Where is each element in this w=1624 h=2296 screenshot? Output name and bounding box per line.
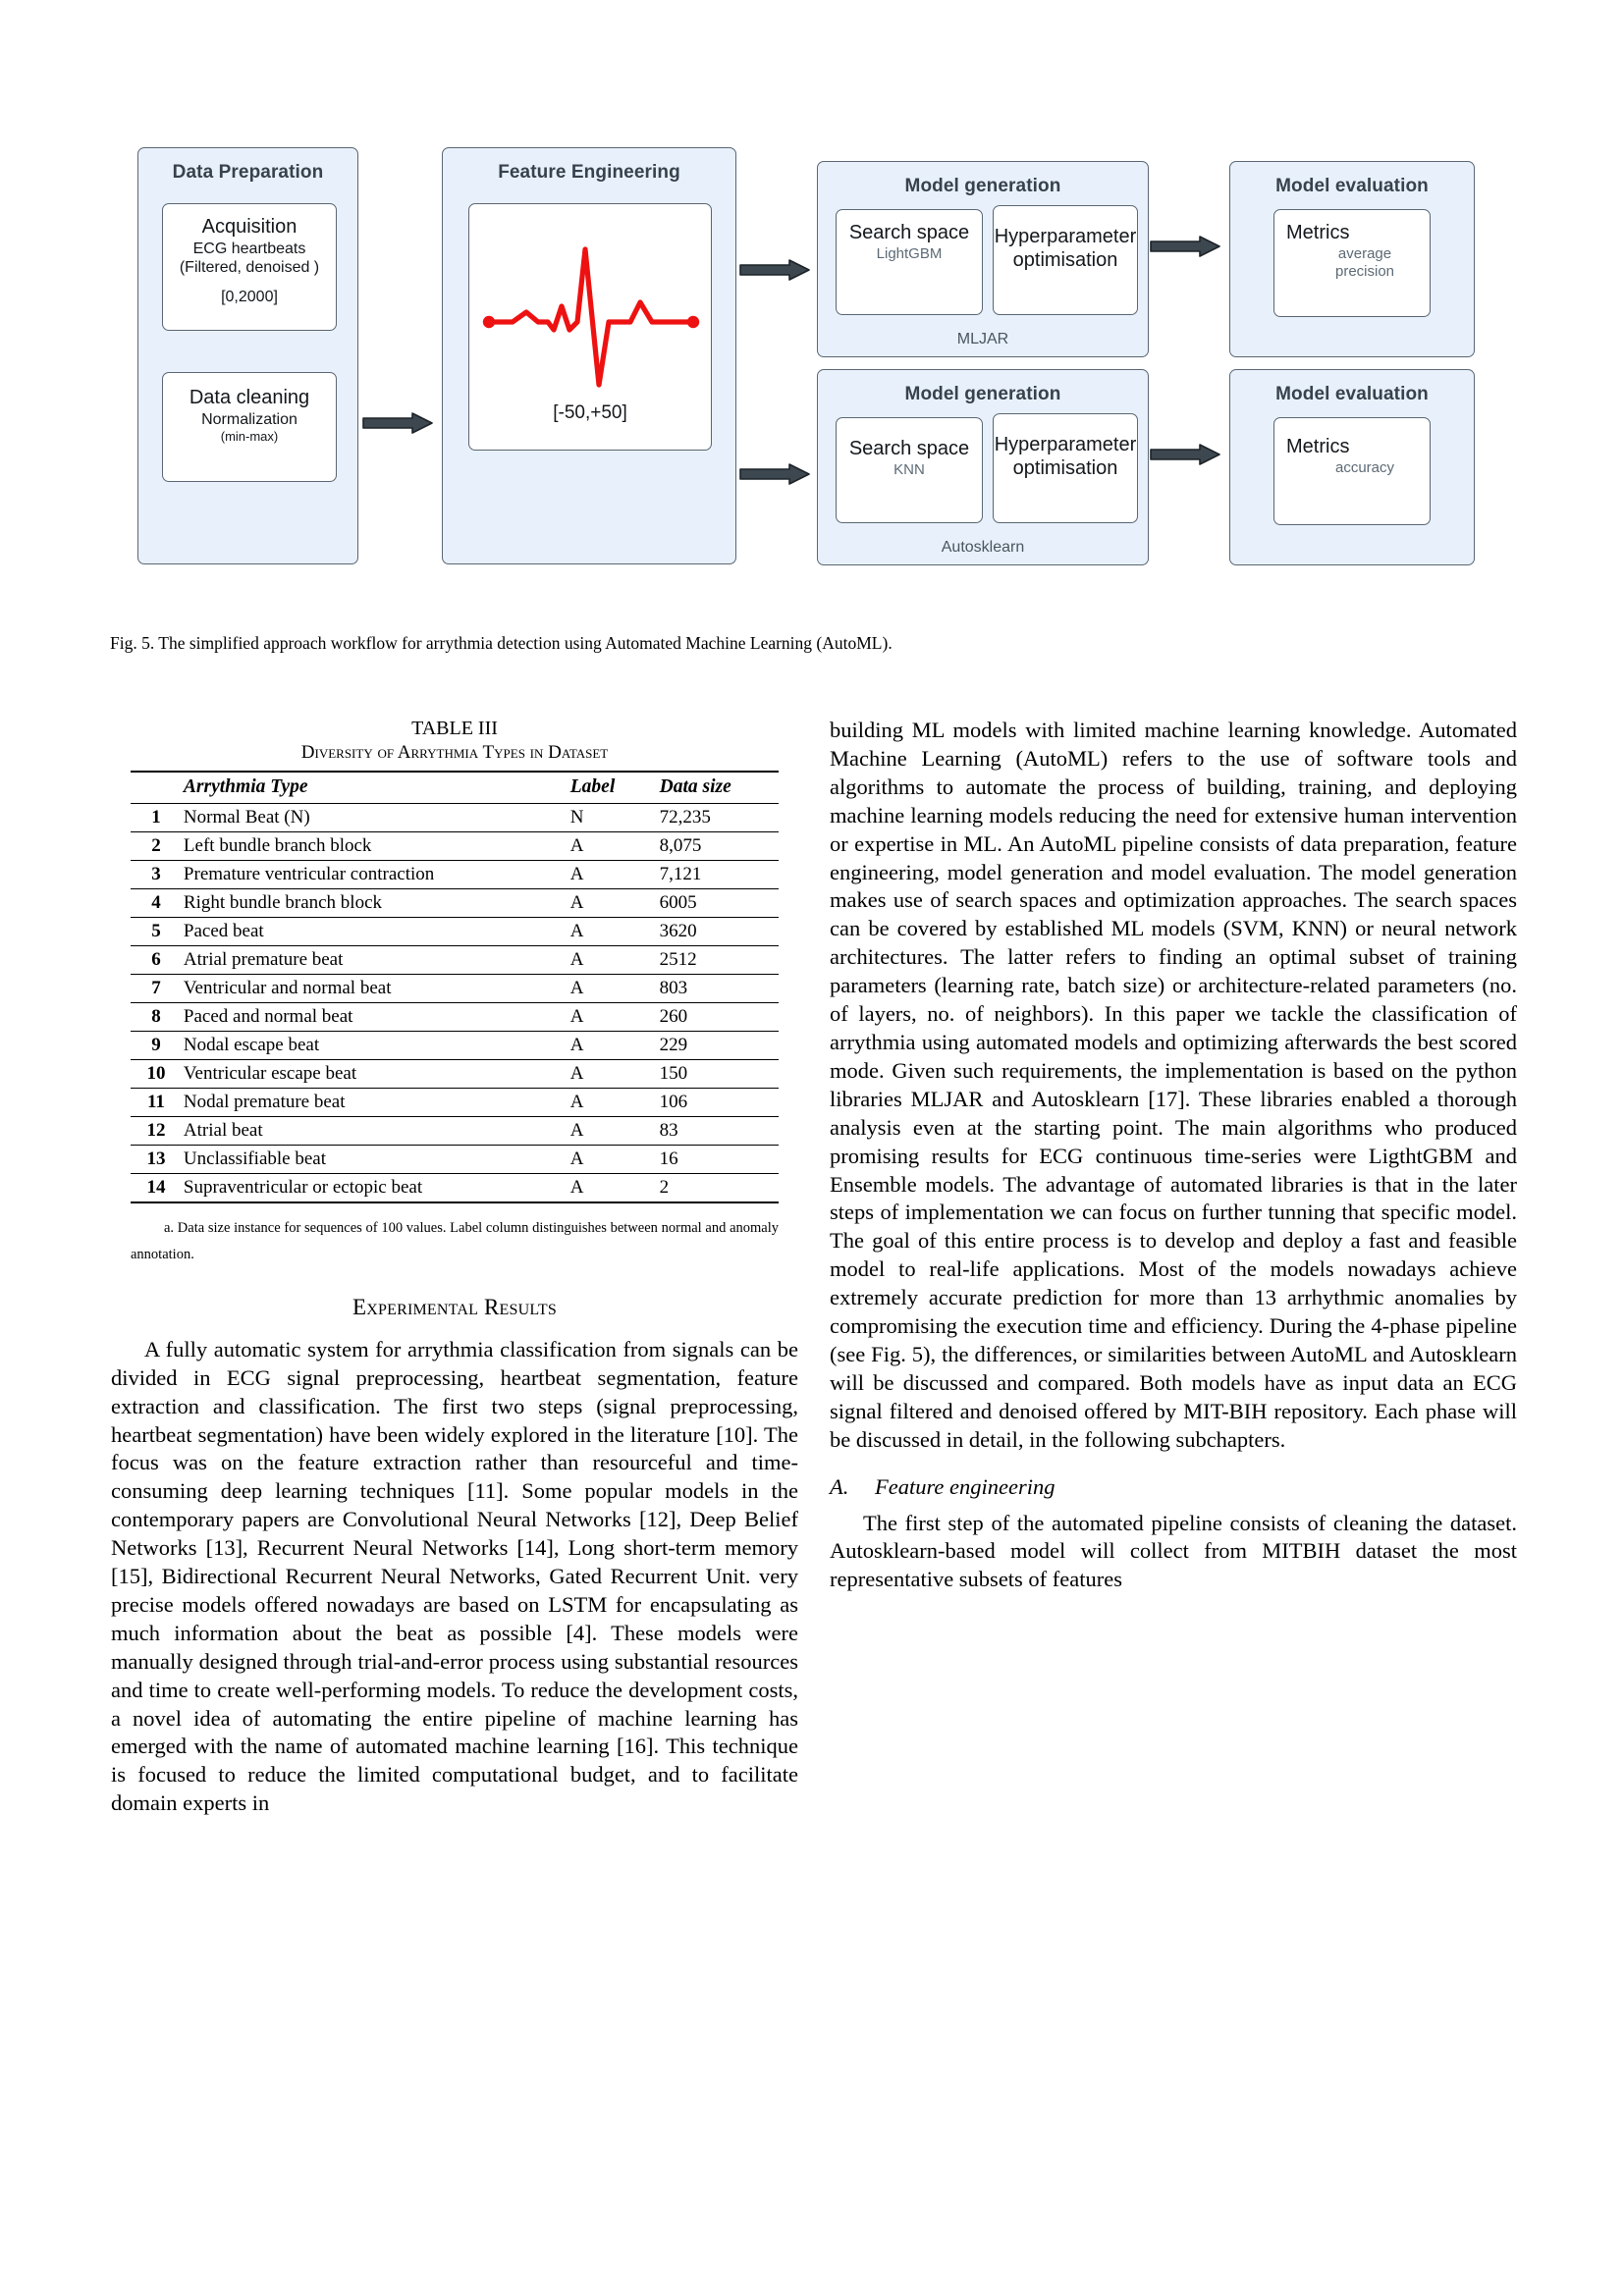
- acquisition-line2: ECG heartbeats: [192, 240, 306, 257]
- column-header-index: [131, 772, 182, 804]
- hyperparameter-line1-bottom: Hyperparameter: [994, 434, 1137, 455]
- hyperparameter-line2-bottom: optimisation: [1012, 456, 1118, 479]
- cell-index: 5: [131, 917, 182, 945]
- phase-model-generation-autosklearn: [817, 369, 1149, 565]
- cell-index: 2: [131, 831, 182, 860]
- cell-index: 6: [131, 945, 182, 974]
- subsection-letter: A.: [830, 1473, 849, 1499]
- metrics-line3-top: precision: [1334, 263, 1395, 281]
- data-cleaning-line3: (min-max): [220, 428, 279, 444]
- column-header-size: Data size: [658, 772, 779, 804]
- cell-index: 12: [131, 1116, 182, 1145]
- cell-label: A: [568, 1088, 658, 1116]
- cell-size: 3620: [658, 917, 779, 945]
- table-row: [131, 1116, 779, 1145]
- cell-label: A: [568, 917, 658, 945]
- table-row: [131, 860, 779, 888]
- cell-size: 229: [658, 1031, 779, 1059]
- cell-label: A: [568, 888, 658, 917]
- hyperparameter-line1-top: Hyperparameter: [994, 226, 1137, 247]
- arrow-modelgen-to-eval-bottom: [1149, 442, 1225, 467]
- box-hyperparameter-optimisation-bottom: [993, 413, 1138, 523]
- cell-label: A: [568, 945, 658, 974]
- cell-size: 260: [658, 1002, 779, 1031]
- cell-index: 11: [131, 1088, 182, 1116]
- cell-index: 9: [131, 1031, 182, 1059]
- cell-index: 1: [131, 803, 182, 831]
- table-row: [131, 1088, 779, 1116]
- section-heading-experimental-results: Experimental Results: [352, 1294, 557, 1319]
- right-paragraph-1: building ML models with limited machine learning knowledge. Automated Machine Learning (AutoML) refers to the use of software tools and algorithms to automate the process of building, training, and deploying machine learning models reducing the need for extensive human intervention or expertise in ML. An AutoML pipeline consists of data preparation, feature engineering, model generation and model evaluation. The model generation makes use of search spaces and optimization approaches. The search spaces can be covered by established ML models (SVM, KNN) or neural network architectures. The latter refers to finding an optimal subset of training parameters (learning rate, batch size) or architecture-related parameters (no. of layers, no. of neighbors). In this paper we tackle the classification of arrythmia using automated models and optimizing afterwards the best scored mode. Given such requirements, the implementation is based on the python libraries MLJAR and Autosklearn [17]. These libraries enabled a thorough analysis even at the starting point. The main algorithms who produced promising results for ECG continuous time-series were LigthtGBM and Ensemble models. The advantage of automated libraries is that in the later steps of implementation we can focus on further tunning that specific model. The goal of this entire process is to develop and deploy a fast and feasible model to real-life applications. Most of the models nowadays achieve extremely accurate prediction for more than 13 arrhythmic anomalies by compromising the execution time and efficiency. During the 4-phase pipeline (see Fig. 5), the differences, or similarities between AutoML and Autosklearn will be discussed and compared. Both models have as input data an ECG signal filtered and denoised offered by MIT-BIH repository. Each phase will be discussed in detail, in the following subchapters.: [830, 718, 1517, 1452]
- cell-size: 2: [658, 1173, 779, 1202]
- cell-label: A: [568, 1031, 658, 1059]
- table-header-row: [131, 772, 779, 804]
- phase-model-evaluation-top: [1229, 161, 1475, 357]
- arrow-feature-to-modelgen-top: [738, 257, 815, 283]
- cell-size: 6005: [658, 888, 779, 917]
- hyperparameter-line2-top: optimisation: [1012, 248, 1118, 271]
- box-ecg-signal: [468, 203, 712, 451]
- table-row: [131, 1002, 779, 1031]
- feature-range-label: [-50,+50]: [553, 402, 627, 423]
- table-row: [131, 974, 779, 1002]
- table-row: [131, 1145, 779, 1173]
- cell-size: 72,235: [658, 803, 779, 831]
- cell-index: 10: [131, 1059, 182, 1088]
- cell-type: Paced and normal beat: [182, 1002, 568, 1031]
- cell-index: 13: [131, 1145, 182, 1173]
- table-caption: Diversity of Arrythmia Types in Dataset: [300, 742, 609, 763]
- cell-type: Atrial premature beat: [182, 945, 568, 974]
- metrics-title-top: Metrics: [1286, 222, 1350, 243]
- table-row: [131, 831, 779, 860]
- phase-model-evaluation-bottom: [1229, 369, 1475, 565]
- cell-type: Right bundle branch block: [182, 888, 568, 917]
- data-cleaning-title: Data cleaning: [189, 387, 310, 408]
- arrow-modelgen-to-eval-top: [1149, 234, 1225, 259]
- table-row: [131, 945, 779, 974]
- cell-type: Supraventricular or ectopic beat: [182, 1173, 568, 1202]
- library-label-autosklearn: Autosklearn: [941, 539, 1025, 556]
- cell-label: A: [568, 1059, 658, 1088]
- table-number: TABLE III: [411, 718, 498, 739]
- table-iii-block: [111, 717, 798, 1269]
- table-row: [131, 1173, 779, 1202]
- cell-label: A: [568, 831, 658, 860]
- cell-type: Premature ventricular contraction: [182, 860, 568, 888]
- metrics-line2-top: average: [1337, 244, 1392, 262]
- cell-index: 14: [131, 1173, 182, 1202]
- phase-title-model-generation-top: Model generation: [904, 176, 1061, 196]
- phase-model-generation-mljar: [817, 161, 1149, 357]
- column-header-type: Arrythmia Type: [182, 772, 568, 804]
- box-acquisition: [162, 203, 337, 331]
- right-column: [830, 717, 1517, 1594]
- cell-size: 8,075: [658, 831, 779, 860]
- cell-label: A: [568, 1002, 658, 1031]
- table-row: [131, 1059, 779, 1088]
- box-search-space-lightgbm: [836, 209, 983, 315]
- workflow-diagram: [137, 147, 1492, 609]
- acquisition-range: [0,2000]: [221, 288, 278, 305]
- cell-size: 16: [658, 1145, 779, 1173]
- search-space-value-top: LightGBM: [876, 244, 943, 262]
- table-row: [131, 917, 779, 945]
- cell-type: Ventricular and normal beat: [182, 974, 568, 1002]
- cell-label: A: [568, 1145, 658, 1173]
- subsection-title: Feature engineering: [875, 1473, 1056, 1499]
- search-space-title-top: Search space: [848, 222, 970, 243]
- table-row: [131, 888, 779, 917]
- acquisition-title: Acquisition: [201, 216, 298, 238]
- cell-label: A: [568, 1116, 658, 1145]
- phase-title-model-evaluation-top: Model evaluation: [1275, 176, 1429, 196]
- cell-index: 8: [131, 1002, 182, 1031]
- box-metrics-top: [1273, 209, 1431, 317]
- cell-index: 3: [131, 860, 182, 888]
- acquisition-line3: (Filtered, denoised ): [179, 258, 320, 276]
- cell-label: N: [568, 803, 658, 831]
- cell-label: A: [568, 1173, 658, 1202]
- metrics-line2-bottom: accuracy: [1334, 458, 1395, 476]
- cell-size: 2512: [658, 945, 779, 974]
- cell-type: Atrial beat: [182, 1116, 568, 1145]
- table-row: [131, 1031, 779, 1059]
- cell-label: A: [568, 860, 658, 888]
- left-column: [111, 717, 798, 1818]
- right-paragraph-2: The first step of the automated pipeline consists of cleaning the dataset. Autosklearn-based model will collect from MITBIH dataset the most representative subsets of features: [830, 1510, 1517, 1592]
- box-metrics-bottom: [1273, 417, 1431, 525]
- cell-type: Nodal premature beat: [182, 1088, 568, 1116]
- figure-caption: Fig. 5. The simplified approach workflow for arrythmia detection using Automated Machine Learning (AutoML).: [110, 633, 893, 653]
- data-cleaning-line2: Normalization: [201, 410, 298, 428]
- cell-type: Normal Beat (N): [182, 803, 568, 831]
- cell-size: 803: [658, 974, 779, 1002]
- cell-size: 7,121: [658, 860, 779, 888]
- cell-type: Ventricular escape beat: [182, 1059, 568, 1088]
- arrythmia-types-table: [131, 771, 779, 1203]
- arrow-prep-to-feature: [361, 410, 438, 436]
- cell-size: 106: [658, 1088, 779, 1116]
- column-header-label: Label: [568, 772, 658, 804]
- box-hyperparameter-optimisation-top: [993, 205, 1138, 315]
- cell-size: 150: [658, 1059, 779, 1088]
- library-label-mljar: MLJAR: [956, 331, 1009, 347]
- cell-type: Paced beat: [182, 917, 568, 945]
- search-space-title-bottom: Search space: [848, 438, 970, 459]
- left-paragraph-1: A fully automatic system for arrythmia classification from signals can be divided in ECG signal preprocessing, heartbeat segmentation, feature extraction and classification. The first two steps (signal preprocessing, heartbeat segmentation) have been widely explored in the literature [10]. The focus was on the feature extraction rather than resourceful and time-consuming deep learning techniques [11]. Some popular models in the contemporary papers are Convolutional Neural Networks [12], Deep Belief Networks [13], Recurrent Neural Networks [14], Long short-term memory [15], Bidirectional Recurrent Neural Networks, Gated Recurrent Unit. very precise models offered nowadays are based on LSTM for encapsulating as much information about the beat as possible [4]. These models were manually designed through trial-and-error process using substantial resources and time to create well-performing models. To reduce the development costs, a novel idea of automating the entire pipeline of machine learning has emerged with the name of automated machine learning [16]. This technique is focused to reduce the limited computational budget, and to facilitate domain experts in: [111, 1336, 798, 1816]
- cell-index: 4: [131, 888, 182, 917]
- table-footnote: a. Data size instance for sequences of 100 values. Label column distinguishes between normal and anomaly annotation.: [131, 1219, 779, 1263]
- phase-data-preparation: [137, 147, 358, 564]
- box-search-space-knn: [836, 417, 983, 523]
- phase-feature-engineering: [442, 147, 736, 564]
- cell-type: Nodal escape beat: [182, 1031, 568, 1059]
- phase-title-feature-engineering: Feature Engineering: [498, 162, 680, 183]
- ecg-waveform-icon: [475, 220, 707, 397]
- search-space-value-bottom: KNN: [893, 460, 925, 478]
- cell-type: Unclassifiable beat: [182, 1145, 568, 1173]
- table-row: [131, 803, 779, 831]
- cell-type: Left bundle branch block: [182, 831, 568, 860]
- arrow-feature-to-modelgen-bottom: [738, 461, 815, 487]
- subsection-heading-feature-engineering: [830, 1474, 1517, 1500]
- phase-title-data-preparation: Data Preparation: [172, 162, 324, 183]
- cell-index: 7: [131, 974, 182, 1002]
- metrics-title-bottom: Metrics: [1286, 436, 1350, 457]
- cell-label: A: [568, 974, 658, 1002]
- box-data-cleaning: [162, 372, 337, 482]
- phase-title-model-generation-bottom: Model generation: [904, 384, 1061, 404]
- cell-size: 83: [658, 1116, 779, 1145]
- phase-title-model-evaluation-bottom: Model evaluation: [1275, 384, 1429, 404]
